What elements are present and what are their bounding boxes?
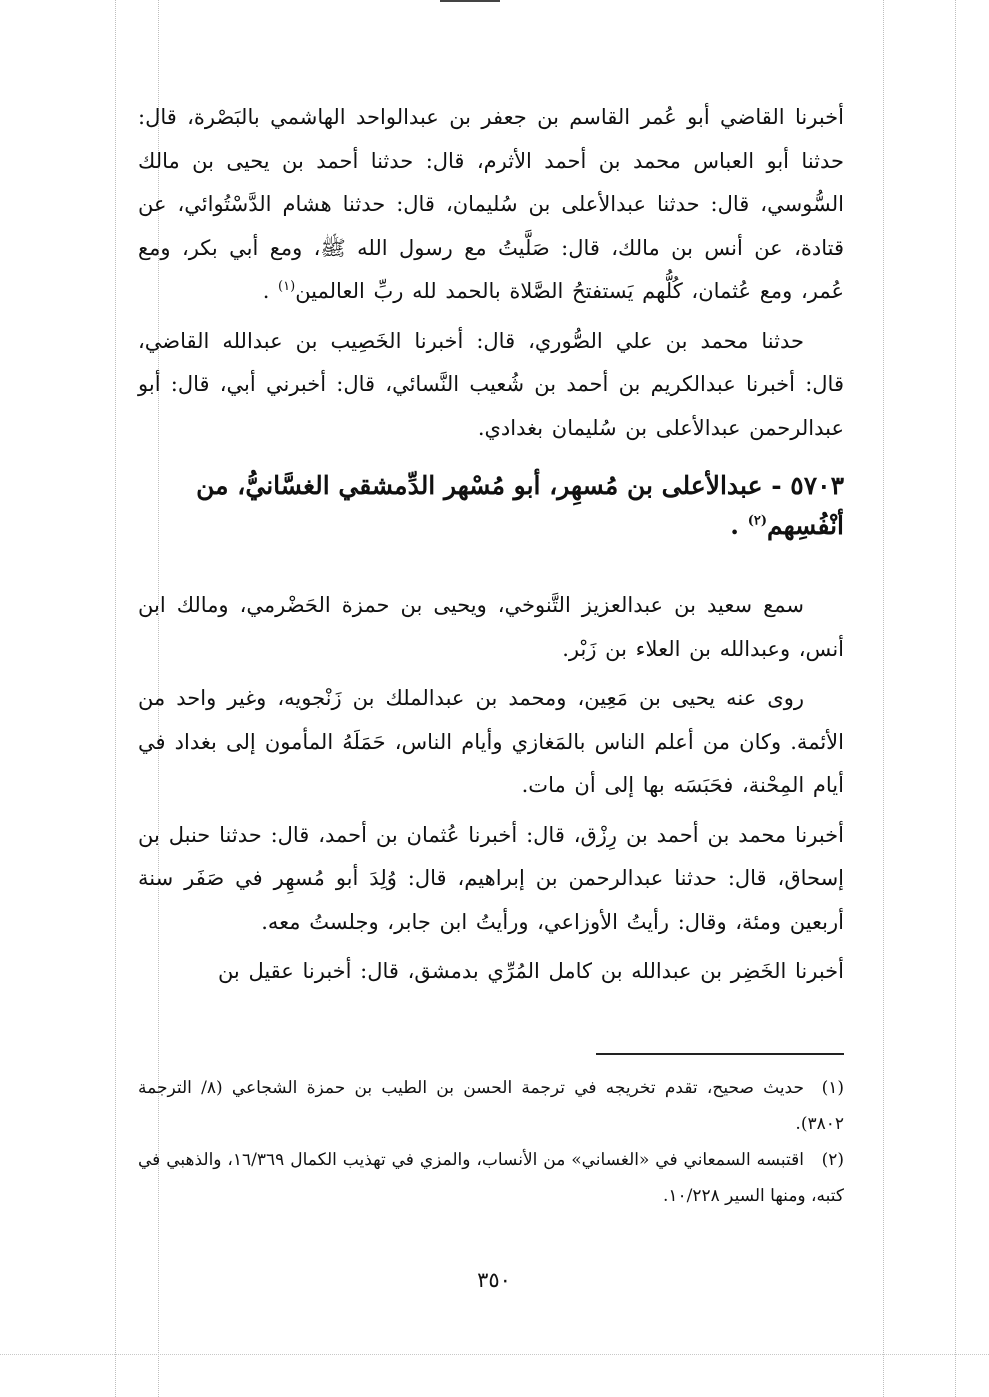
footnote-divider — [596, 1053, 844, 1055]
footnote-1-text: حديث صحيح، تقدم تخريجه في ترجمة الحسن بن الطيب بن حمزة الشجاعي (٨/ الترجمة ٣٨٠٢). — [138, 1078, 844, 1134]
entry-heading-text: ٥٧٠٣ - عبدالأعلى بن مُسهِر، أبو مُسْهر الدِّمشقي الغسَّانيُّ، من أنْفُسِهم — [196, 471, 844, 540]
footnote-1-number: (١) — [821, 1078, 844, 1098]
paragraph-5: أخبرنا محمد بن أحمد بن رِزْق، قال: أخبرنا عُثمان بن أحمد، قال: حدثنا حنبل بن إسحاق، قال: حدثنا عبدالرحمن بن إبراهيم، قال: وُلِدَ أبو مُسهِر في صَفَر سنة أربعين ومئة، وقال: رأيتُ الأوزاعي، ورأيتُ ابن جابر، وجلستُ معه. — [138, 822, 844, 934]
paragraph-6: أخبرنا الخَضِر بن عبدالله بن كامل المُرِّي بدمشق، قال: أخبرنا عقيل بن — [217, 959, 844, 983]
paragraph-4: روى عنه يحيى بن مَعِين، ومحمد بن عبدالملك بن زَنْجويه، وغير واحد من الأئمة. وكان من أعلم الناس بالمَغازي وأيام الناس، حَمَلَهُ المأمون إلى بغداد في أيام المِحْنة، فحَبَسَه بها إلى أن مات. — [138, 686, 844, 797]
footnote-1 — [138, 1070, 844, 1142]
paragraph-1-text: أخبرنا القاضي أبو عُمر القاسم بن جعفر بن عبدالواحد الهاشمي بالبَصْرة، قال: حدثنا أبو العباس محمد بن أحمد الأثرم، قال: حدثنا أحمد بن يحيى بن مالك السُّوسي، قال: حدثنا عبدالأعلى بن سُليمان، قال: حدثنا هشام الدَّسْتُوائي، عن قتادة، عن أنس بن مالك، قال: صَلَّيتُ مع رسول الله ﷺ، ومع أبي بكر، ومع عُمر، ومع عُثمان، كُلُّهم يَستفتحُ الصَّلاة بالحمد لله ربِّ العالمين — [138, 105, 844, 303]
entry-heading: ٥٧٠٣ - عبدالأعلى بن مُسهِر، أبو مُسْهر الدِّمشقي الغسَّانيُّ، من أنْفُسِهم$^{(٢)}$ . — [196, 471, 844, 540]
scan-artifact-line — [115, 0, 116, 1397]
scan-artifact-line — [883, 0, 884, 1397]
footnote-2 — [138, 1142, 844, 1214]
footnote-ref-2: (٢) — [747, 513, 767, 529]
footnote-2-text: اقتبسه السمعاني في «الغساني» من الأنساب، والمزي في تهذيب الكمال ١٦/٣٦٩، والذهبي في كتبه، ومنها السير ١٠/٢٢٨. — [138, 1150, 844, 1206]
footnote-ref-1: (١) — [278, 279, 296, 294]
scan-artifact-line — [0, 1354, 989, 1355]
paragraph-2: حدثنا محمد بن علي الصُّوري، قال: أخبرنا الخَصِيب بن عبدالله القاضي، قال: أخبرنا عبدالكريم بن أحمد بن شُعيب النَّسائي، قال: أخبرني أبي، قال: أبو عبدالرحمن عبدالأعلى بن سُليمان بغدادي. — [138, 328, 844, 440]
scan-artifact-line — [955, 0, 956, 1397]
page-number: ٣٥٠ — [477, 1268, 511, 1292]
text-section-2 — [138, 584, 844, 994]
paragraph-3: سمع سعيد بن عبدالعزيز التَّنوخي، ويحيى بن حمزة الحَضْرمي، ومالك ابن أنس، وعبدالله بن العلاء بن زَبْر. — [138, 593, 844, 661]
text-section-1 — [138, 96, 844, 450]
footnote-2-number: (٢) — [821, 1150, 845, 1170]
paragraph-1: أخبرنا القاضي أبو عُمر القاسم بن جعفر بن عبدالواحد الهاشمي بالبَصْرة، قال: حدثنا أبو العباس محمد بن أحمد الأثرم، قال: حدثنا أحمد بن يحيى بن مالك السُّوسي، قال: حدثنا عبدالأعلى بن سُليمان، قال: حدثنا هشام الدَّسْتُوائي، عن قتادة، عن أنس بن مالك، قال: صَلَّيتُ مع رسول الله ﷺ، ومع أبي بكر، ومع عُمر، ومع عُثمان، كُلُّهم يَستفتحُ الصَّلاة بالحمد لله ربِّ العالمين$^{(١)}$ . — [138, 105, 844, 303]
top-scan-mark — [440, 0, 500, 6]
